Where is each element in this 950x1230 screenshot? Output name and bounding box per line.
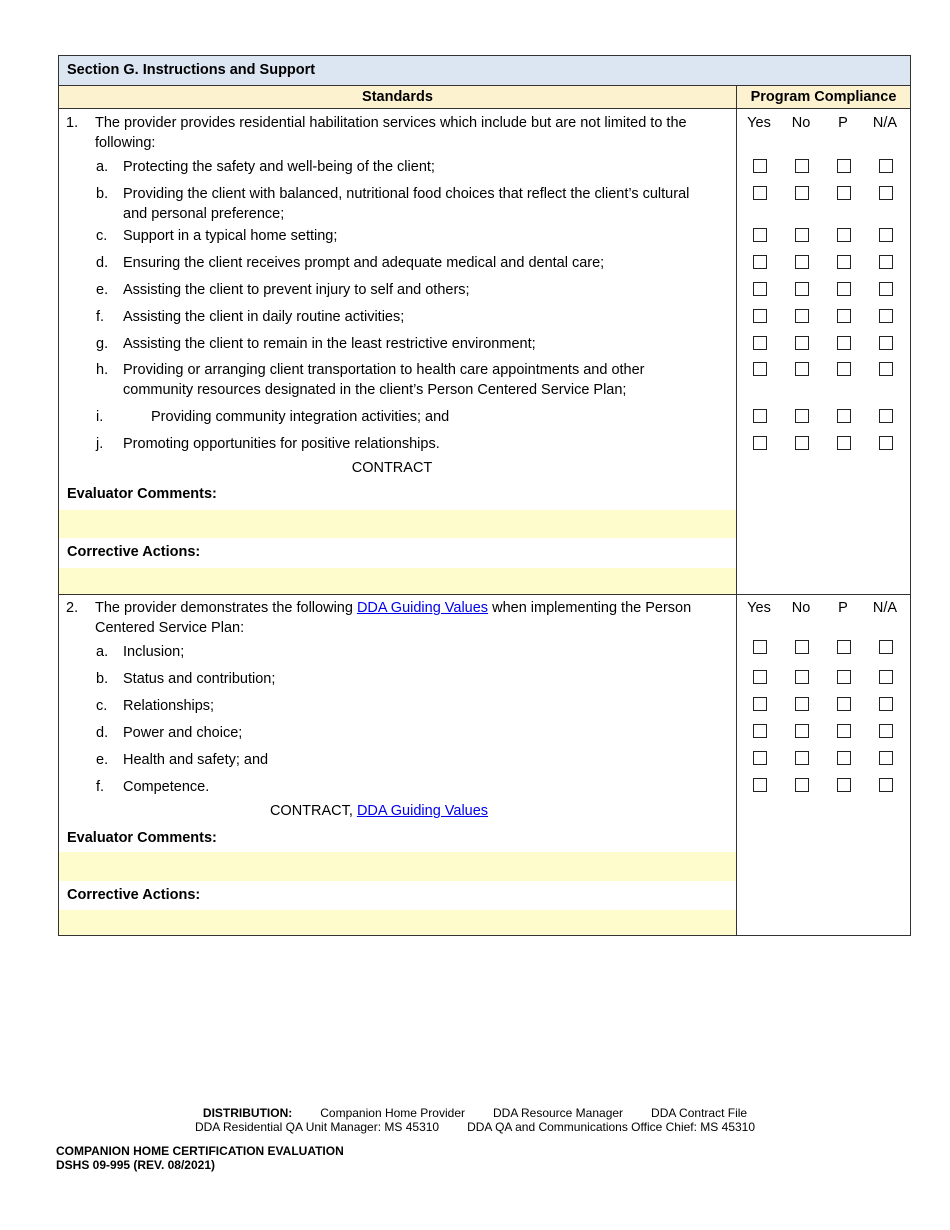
subitem-letter: b. bbox=[96, 186, 109, 202]
subitem-text: Health and safety; and bbox=[123, 752, 269, 768]
checkbox-yes[interactable] bbox=[753, 436, 767, 450]
checkbox-no[interactable] bbox=[795, 186, 809, 200]
checkbox-yes[interactable] bbox=[753, 697, 767, 711]
subitem-letter: d. bbox=[96, 725, 109, 741]
subitem-text: Ensuring the client receives prompt and adequate medical and dental care; bbox=[123, 255, 605, 271]
checkbox-yes[interactable] bbox=[753, 409, 767, 423]
evaluator-comments-label: Evaluator Comments: bbox=[67, 830, 217, 846]
program-compliance-header: Program Compliance bbox=[750, 89, 897, 105]
checkbox-no[interactable] bbox=[795, 409, 809, 423]
compliance-checkboxes-e bbox=[737, 751, 911, 767]
yes-label: Yes bbox=[747, 600, 771, 616]
subitem-text: Support in a typical home setting; bbox=[123, 228, 338, 244]
subitem-letter: h. bbox=[96, 362, 109, 378]
compliance-checkboxes-d bbox=[737, 255, 911, 271]
subitem-letter: b. bbox=[96, 671, 109, 687]
checkbox-p[interactable] bbox=[837, 697, 851, 711]
no-label: No bbox=[791, 600, 811, 616]
subitem-text: Providing community integration activities; and bbox=[151, 409, 450, 425]
checkbox-na[interactable] bbox=[879, 159, 893, 173]
distribution-recipient: DDA Contract File bbox=[651, 1106, 748, 1120]
item-number: 1. bbox=[66, 115, 79, 131]
right-tick bbox=[910, 852, 911, 881]
right-tick bbox=[910, 568, 911, 594]
evaluation-form bbox=[58, 55, 911, 936]
na-label: N/A bbox=[872, 600, 898, 616]
checkbox-yes[interactable] bbox=[753, 309, 767, 323]
na-label: N/A bbox=[872, 115, 898, 131]
reference bbox=[59, 801, 699, 821]
subitem-letter: f. bbox=[96, 779, 105, 795]
compliance-checkboxes-a bbox=[737, 640, 911, 656]
dda-guiding-values-reference-link[interactable]: DDA Guiding Values bbox=[356, 803, 489, 819]
checkbox-yes[interactable] bbox=[753, 159, 767, 173]
subitem-text: Inclusion; bbox=[123, 644, 185, 660]
checkbox-yes[interactable] bbox=[753, 336, 767, 350]
checkbox-p[interactable] bbox=[837, 778, 851, 792]
checkbox-no[interactable] bbox=[795, 697, 809, 711]
reference-prefix: CONTRACT, bbox=[269, 803, 357, 819]
compliance-checkboxes-f bbox=[737, 309, 911, 325]
section-title: Section G. Instructions and Support bbox=[59, 56, 910, 86]
checkbox-yes[interactable] bbox=[753, 778, 767, 792]
checkbox-yes[interactable] bbox=[753, 255, 767, 269]
checkbox-p[interactable] bbox=[837, 309, 851, 323]
subitem-letter: c. bbox=[96, 228, 108, 244]
subitem-text: Assisting the client to remain in the least restrictive environment; bbox=[123, 336, 536, 352]
subitem-letter: j. bbox=[96, 436, 104, 452]
column-headers bbox=[59, 86, 910, 109]
checkbox-yes[interactable] bbox=[753, 228, 767, 242]
checkbox-na[interactable] bbox=[879, 778, 893, 792]
checkbox-na[interactable] bbox=[879, 228, 893, 242]
checkbox-p[interactable] bbox=[837, 751, 851, 765]
standard-item-1 bbox=[59, 109, 910, 594]
checkbox-no[interactable] bbox=[795, 282, 809, 296]
checkbox-p[interactable] bbox=[837, 159, 851, 173]
checkbox-p[interactable] bbox=[837, 640, 851, 654]
checkbox-no[interactable] bbox=[795, 778, 809, 792]
p-label: P bbox=[838, 115, 848, 131]
checkbox-no[interactable] bbox=[795, 255, 809, 269]
form-number: DSHS 09-995 (REV. 08/2021) bbox=[56, 1158, 215, 1172]
checkbox-no[interactable] bbox=[795, 309, 809, 323]
form-title: COMPANION HOME CERTIFICATION EVALUATION bbox=[56, 1144, 344, 1158]
checkbox-na[interactable] bbox=[879, 255, 893, 269]
compliance-checkboxes-g bbox=[737, 336, 911, 352]
corrective-actions-label: Corrective Actions: bbox=[67, 887, 201, 903]
checkbox-na[interactable] bbox=[879, 409, 893, 423]
distribution-recipient: Companion Home Provider bbox=[320, 1106, 465, 1120]
compliance-checkboxes-h bbox=[737, 362, 911, 378]
checkbox-na[interactable] bbox=[879, 186, 893, 200]
dda-guiding-values-link[interactable]: DDA Guiding Values bbox=[356, 600, 489, 616]
compliance-checkboxes-c bbox=[737, 697, 911, 713]
p-label: P bbox=[838, 600, 848, 616]
checkbox-no[interactable] bbox=[795, 228, 809, 242]
checkbox-p[interactable] bbox=[837, 436, 851, 450]
distribution-recipient: DDA QA and Communications Office Chief: MS 45310 bbox=[467, 1120, 756, 1134]
checkbox-no[interactable] bbox=[795, 751, 809, 765]
compliance-checkboxes-b bbox=[737, 670, 911, 686]
compliance-checkboxes-c bbox=[737, 228, 911, 244]
checkbox-na[interactable] bbox=[879, 362, 893, 376]
evaluator-comments-field[interactable] bbox=[59, 852, 736, 881]
checkbox-na[interactable] bbox=[879, 282, 893, 296]
subitem-letter: f. bbox=[96, 309, 105, 325]
checkbox-yes[interactable] bbox=[753, 282, 767, 296]
checkbox-p[interactable] bbox=[837, 409, 851, 423]
checkbox-p[interactable] bbox=[837, 282, 851, 296]
checkbox-p[interactable] bbox=[837, 362, 851, 376]
subitem-letter: g. bbox=[96, 336, 109, 352]
distribution-line-2 bbox=[0, 1120, 950, 1134]
checkbox-yes[interactable] bbox=[753, 186, 767, 200]
corrective-actions-field[interactable] bbox=[59, 568, 736, 594]
yes-label: Yes bbox=[747, 115, 771, 131]
checkbox-yes[interactable] bbox=[753, 751, 767, 765]
compliance-checkboxes-e bbox=[737, 282, 911, 298]
checkbox-na[interactable] bbox=[879, 697, 893, 711]
checkbox-no[interactable] bbox=[795, 336, 809, 350]
subitem-text: Assisting the client to prevent injury to self and others; bbox=[123, 282, 470, 298]
checkbox-na[interactable] bbox=[879, 670, 893, 684]
compliance-checkboxes-d bbox=[737, 724, 911, 740]
evaluator-comments-label: Evaluator Comments: bbox=[67, 486, 217, 502]
subitem-letter: a. bbox=[96, 644, 109, 660]
item-text bbox=[95, 598, 728, 638]
subitem-text: Providing the client with balanced, nutritional food choices that reflect the client’s cultural and personal preference; bbox=[123, 186, 690, 222]
compliance-checkboxes-f bbox=[737, 778, 911, 794]
compliance-checkboxes-b bbox=[737, 186, 911, 202]
checkbox-na[interactable] bbox=[879, 309, 893, 323]
checkbox-p[interactable] bbox=[837, 336, 851, 350]
item-number: 2. bbox=[66, 600, 79, 616]
subitem-letter: e. bbox=[96, 752, 109, 768]
distribution-line-1 bbox=[0, 1106, 950, 1120]
checkbox-na[interactable] bbox=[879, 751, 893, 765]
compliance-checkboxes-i bbox=[737, 409, 911, 425]
checkbox-yes[interactable] bbox=[753, 670, 767, 684]
checkbox-p[interactable] bbox=[837, 670, 851, 684]
checkbox-na[interactable] bbox=[879, 336, 893, 350]
subitem-text: Providing or arranging client transportation to health care appointments and other community resources designated in the client’s Person Centered Service Plan; bbox=[123, 362, 645, 398]
corrective-actions-label: Corrective Actions: bbox=[67, 544, 201, 560]
checkbox-p[interactable] bbox=[837, 228, 851, 242]
right-tick bbox=[910, 910, 911, 935]
checkbox-yes[interactable] bbox=[753, 362, 767, 376]
checkbox-na[interactable] bbox=[879, 640, 893, 654]
subitem-text: Promoting opportunities for positive relationships. bbox=[123, 436, 440, 452]
item-text: The provider provides residential habilitation services which include but are not limited to the following: bbox=[95, 115, 687, 151]
checkbox-p[interactable] bbox=[837, 255, 851, 269]
subitem-text: Assisting the client in daily routine activities; bbox=[123, 309, 405, 325]
subitem-text: Protecting the safety and well-being of the client; bbox=[123, 159, 435, 175]
subitem-letter: e. bbox=[96, 282, 109, 298]
subitem-text: Status and contribution; bbox=[123, 671, 276, 687]
evaluator-comments-field[interactable] bbox=[59, 510, 736, 538]
checkbox-yes[interactable] bbox=[753, 640, 767, 654]
standard-item-2 bbox=[59, 594, 910, 935]
standards-header: Standards bbox=[59, 86, 737, 108]
subitem-letter: d. bbox=[96, 255, 109, 271]
item-text-start: The provider demonstrates the following bbox=[95, 600, 357, 616]
checkbox-no[interactable] bbox=[795, 436, 809, 450]
checkbox-no[interactable] bbox=[795, 670, 809, 684]
reference: CONTRACT bbox=[351, 460, 433, 476]
checkbox-no[interactable] bbox=[795, 159, 809, 173]
checkbox-no[interactable] bbox=[795, 640, 809, 654]
checkbox-na[interactable] bbox=[879, 724, 893, 738]
checkbox-no[interactable] bbox=[795, 362, 809, 376]
distribution-label: DISTRIBUTION: bbox=[202, 1106, 293, 1120]
subitem-letter: a. bbox=[96, 159, 109, 175]
corrective-actions-field[interactable] bbox=[59, 910, 736, 935]
no-label: No bbox=[791, 115, 811, 131]
checkbox-na[interactable] bbox=[879, 436, 893, 450]
checkbox-no[interactable] bbox=[795, 724, 809, 738]
subitem-text: Competence. bbox=[123, 779, 210, 795]
distribution-recipient: DDA Residential QA Unit Manager: MS 45310 bbox=[194, 1120, 440, 1134]
distribution-recipient: DDA Resource Manager bbox=[492, 1106, 624, 1120]
subitem-text: Power and choice; bbox=[123, 725, 243, 741]
checkbox-p[interactable] bbox=[837, 724, 851, 738]
subitem-text: Relationships; bbox=[123, 698, 215, 714]
subitem-letter: i. bbox=[96, 409, 104, 425]
compliance-checkboxes-a bbox=[737, 159, 911, 175]
subitem-letter: c. bbox=[96, 698, 108, 714]
right-tick bbox=[910, 510, 911, 538]
item-text-end: when implementing the Person Centered Service Plan: bbox=[95, 600, 692, 636]
checkbox-p[interactable] bbox=[837, 186, 851, 200]
checkbox-yes[interactable] bbox=[753, 724, 767, 738]
compliance-checkboxes-j bbox=[737, 436, 911, 452]
